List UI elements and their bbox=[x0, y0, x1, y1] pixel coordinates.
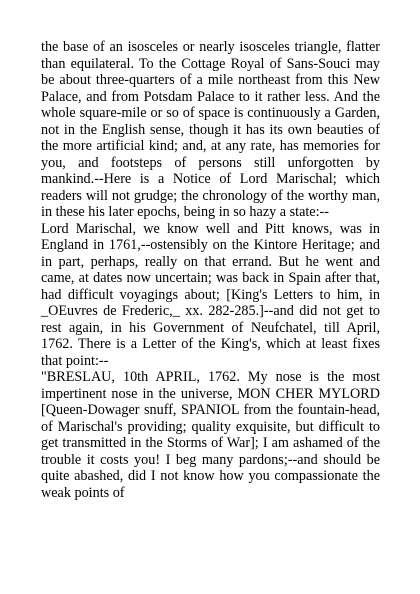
paragraph-lord-marischal: Lord Marischal, we know well and Pitt knows, was in England in 1761,--ostensibly on the Kintore Heritage; and in part, perhaps, really on that errand. But he went and came, at dates now uncertain; was back in Spain after that, had difficult voyagings about; [King's Letters to him, in _OEuvres de Frederic,_ xx. 282-285.]--and did not get to rest again, in his Government of Neufchatel, till April, 1762. There is a Letter of the King's, which at least fixes that point:-- bbox=[41, 220, 380, 369]
paragraph-breslau-letter: "BRESLAU, 10th APRIL, 1762. My nose is the most impertinent nose in the universe, MON CHER MYLORD [Queen-Dowager snuff, SPANIOL from the fountain-head, of Marischal's providing; quality exquisite, but difficult to get transmitted in the Storms of War]; I am ashamed of the trouble it costs you! I beg many pardons;--and should be quite abashed, did I not know how you compassionate the weak points of bbox=[41, 369, 380, 501]
body-text bbox=[41, 39, 380, 501]
paragraph-garden-description: the base of an isosceles or nearly isosceles triangle, flatter than equilateral. To the Cottage Royal of Sans-Souci may be about three-quarters of a mile northeast from this New Palace, and from Potsdam Palace to it rather less. And the whole square-mile or so of space is continuously a Garden, not in the English sense, though it has its own beauties of the more artificial kind; and, at any rate, has memories for you, and footsteps of persons still unforgotten by mankind.--Here is a Notice of Lord Marischal; which readers will not grudge; the chronology of the worthy man, in these his later epochs, being in so hazy a state:-- bbox=[41, 39, 380, 220]
